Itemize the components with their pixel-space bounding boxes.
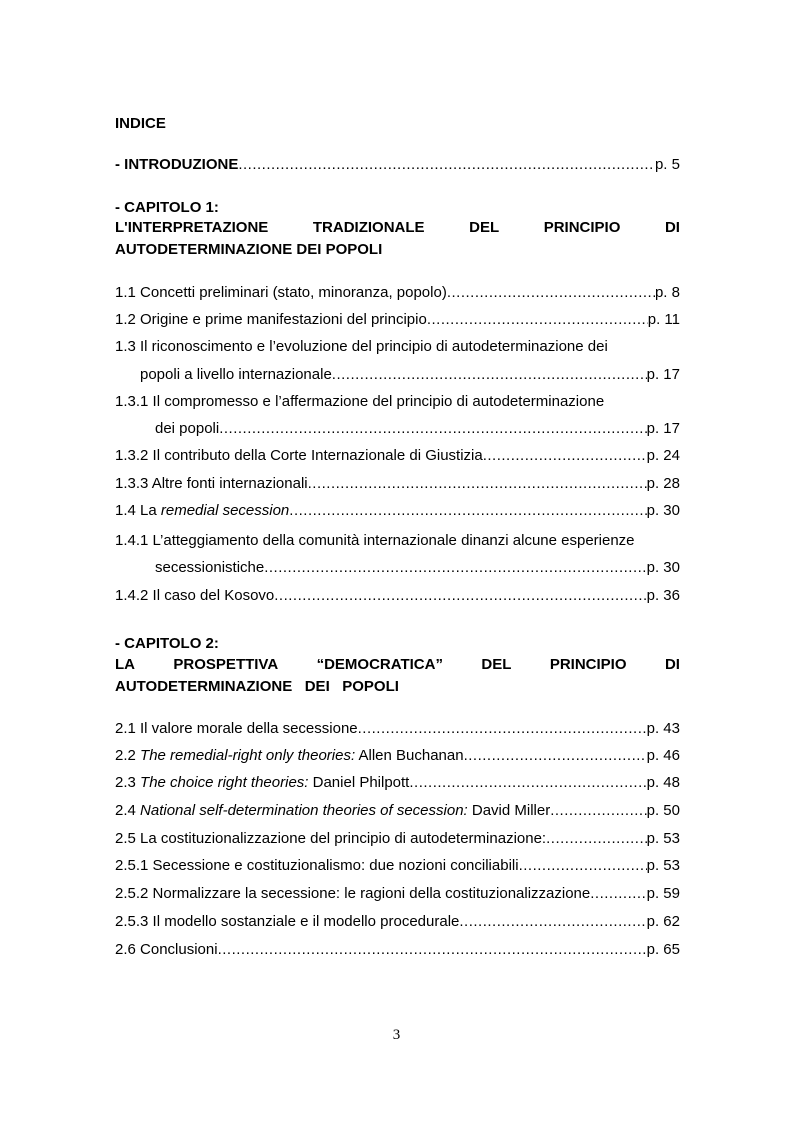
toc-entry-page: p. 50 [646, 802, 680, 819]
toc-entry-label [115, 801, 550, 821]
toc-entry-label [115, 746, 464, 766]
toc-entry-label: 1.1 Concetti preliminari (stato, minoranza, popolo) [115, 284, 447, 301]
toc-entry-page: p. 30 [646, 502, 680, 519]
label-prefix: 2.3 [115, 774, 141, 791]
toc-entry-page: p. 28 [646, 475, 680, 492]
toc-entry-2-5 [115, 829, 680, 849]
chapter-1-subtitle-line1 [115, 218, 680, 238]
page-number: 3 [392, 1027, 401, 1043]
toc-entry-1-4-1-continued [115, 558, 680, 578]
toc-entry-label: popoli a livello internazionale [140, 366, 332, 383]
toc-entry-2-1 [115, 719, 680, 739]
label-italic: National self-determination theories of secession: [140, 802, 468, 819]
toc-entry-label: secessionistiche [155, 559, 265, 576]
dot-leader [274, 586, 646, 606]
label-italic: The remedial-right only theories: [140, 747, 356, 764]
subtitle-word: DI [664, 656, 680, 673]
label-italic: remedial secession [160, 502, 290, 519]
toc-entry-1-1 [115, 283, 680, 303]
toc-entry-2-4 [115, 801, 680, 821]
toc-entry-introduction [115, 155, 680, 175]
toc-entry-2-5-2 [115, 884, 680, 904]
toc-entry-page: p. 43 [646, 720, 680, 737]
toc-entry-page: p. 53 [646, 857, 680, 874]
toc-entry-label: 1.4.2 Il caso del Kosovo [115, 587, 275, 604]
dot-leader [427, 310, 648, 330]
toc-entry-1-4-1: 1.4.1 L’atteggiamento della comunità internazionale dinanzi alcune esperienze [115, 532, 635, 549]
toc-entry-1-3-continued [115, 365, 680, 385]
toc-entry-1-3-1: 1.3.1 Il compromesso e l’affermazione del principio di autodeterminazione [115, 393, 605, 410]
toc-entry-page: p. 17 [646, 366, 680, 383]
subtitle-word: DEL [469, 219, 500, 236]
toc-entry-label [115, 501, 289, 521]
subtitle-word: PROSPETTIVA [173, 656, 279, 673]
chapter-2-heading: - CAPITOLO 2: [115, 635, 219, 652]
dot-leader [308, 474, 647, 494]
toc-entry-label: 2.5.2 Normalizzare la secessione: le ragioni della costituzionalizzazione [115, 885, 591, 902]
toc-entry-page: p. 53 [646, 830, 680, 847]
toc-entry-label [115, 773, 409, 793]
dot-leader [358, 719, 647, 739]
toc-entry-label: 1.2 Origine e prime manifestazioni del principio [115, 311, 427, 328]
dot-leader [550, 801, 646, 821]
subtitle-word: “DEMOCRATICA” [316, 656, 443, 673]
toc-entry-page: p. 46 [646, 747, 680, 764]
toc-entry-page: p. 30 [646, 559, 680, 576]
label-prefix: 2.4 [115, 802, 141, 819]
dot-leader [590, 884, 646, 904]
dot-leader [289, 501, 646, 521]
toc-entry-1-2 [115, 310, 680, 330]
toc-entry-label: dei popoli [155, 420, 220, 437]
subtitle-word: L'INTERPRETAZIONE [115, 219, 269, 236]
dot-leader [519, 856, 647, 876]
toc-entry-2-5-3 [115, 912, 680, 932]
label-prefix: 1.4 La [115, 502, 161, 519]
dot-leader [447, 283, 655, 303]
toc-entry-page: p. 5 [654, 156, 680, 173]
table-of-contents [115, 0, 680, 1123]
toc-entry-1-3-3 [115, 474, 680, 494]
subtitle-word: LA [115, 656, 135, 673]
subtitle-word: PRINCIPIO [549, 656, 627, 673]
toc-entry-page: p. 36 [646, 587, 680, 604]
index-title: INDICE [115, 115, 166, 132]
toc-entry-1-3-1-continued [115, 419, 680, 439]
label-prefix: 2.2 [115, 747, 141, 764]
toc-entry-page: p. 62 [646, 913, 680, 930]
dot-leader [219, 419, 646, 439]
toc-entry-label: 2.5 La costituzionalizzazione del principio di autodeterminazione: [115, 830, 547, 847]
subtitle-word: DEL [481, 656, 512, 673]
toc-entry-page: p. 24 [646, 447, 680, 464]
dot-leader [546, 829, 647, 849]
chapter-1-heading: - CAPITOLO 1: [115, 199, 219, 216]
subtitle-word: TRADIZIONALE [312, 219, 425, 236]
toc-entry-page: p. 17 [646, 420, 680, 437]
label-suffix: David Miller [467, 802, 551, 819]
toc-entry-label: 2.5.1 Secessione e costituzionalismo: due nozioni conciliabili [115, 857, 519, 874]
toc-entry-2-5-1 [115, 856, 680, 876]
subtitle-word: DI [664, 219, 680, 236]
toc-entry-label: 2.6 Conclusioni [115, 941, 218, 958]
chapter-1-subtitle-line2: AUTODETERMINAZIONE DEI POPOLI [115, 241, 383, 258]
chapter-2-subtitle-line1 [115, 655, 680, 675]
label-italic: The choice right theories: [140, 774, 309, 791]
label-suffix: Allen Buchanan [355, 747, 464, 764]
toc-entry-label: - INTRODUZIONE [115, 156, 239, 173]
toc-entry-1-4-2 [115, 586, 680, 606]
toc-entry-page: p. 8 [654, 284, 680, 301]
toc-entry-page: p. 11 [647, 311, 680, 328]
dot-leader [409, 773, 646, 793]
toc-entry-page: p. 59 [646, 885, 680, 902]
label-suffix: Daniel Philpott [308, 774, 410, 791]
toc-entry-label: 1.3.2 Il contributo della Corte Internazionale di Giustizia [115, 447, 483, 464]
toc-entry-page: p. 65 [646, 941, 680, 958]
toc-entry-1-3: 1.3 Il riconoscimento e l’evoluzione del principio di autodeterminazione dei [115, 338, 608, 355]
toc-entry-label: 2.5.3 Il modello sostanziale e il modello procedurale [115, 913, 460, 930]
chapter-2-subtitle-line2: AUTODETERMINAZIONE DEI POPOLI [115, 678, 399, 695]
dot-leader [264, 558, 646, 578]
dot-leader [464, 746, 647, 766]
dot-leader [332, 365, 647, 385]
toc-entry-label: 1.3.3 Altre fonti internazionali [115, 475, 308, 492]
toc-entry-1-4 [115, 501, 680, 521]
dot-leader [483, 446, 647, 466]
toc-entry-2-2 [115, 746, 680, 766]
toc-entry-label: 2.1 Il valore morale della secessione [115, 720, 358, 737]
toc-entry-page: p. 48 [646, 774, 680, 791]
dot-leader [218, 940, 647, 960]
toc-entry-1-3-2 [115, 446, 680, 466]
dot-leader [238, 155, 655, 175]
toc-entry-2-3 [115, 773, 680, 793]
toc-entry-2-6 [115, 940, 680, 960]
dot-leader [459, 912, 646, 932]
subtitle-word: PRINCIPIO [543, 219, 621, 236]
